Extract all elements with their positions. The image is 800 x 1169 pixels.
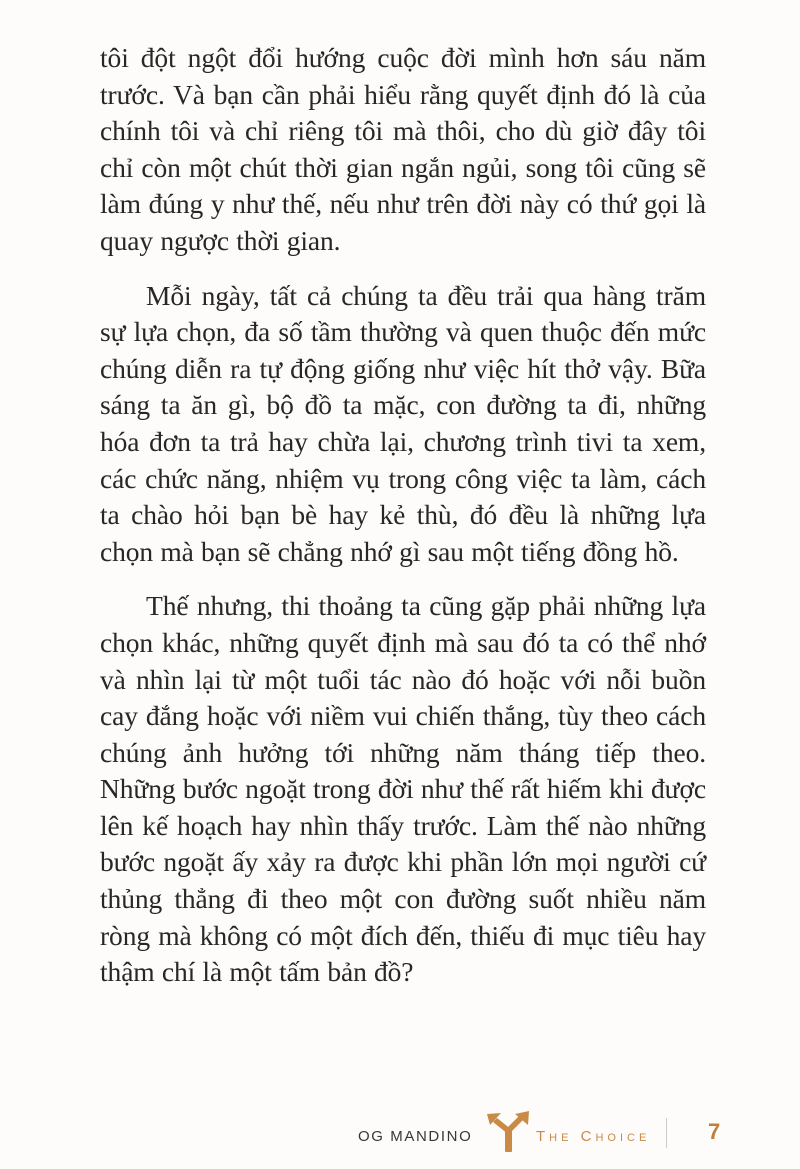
- forked-arrow-icon: [485, 1110, 531, 1152]
- page-footer: [0, 1108, 800, 1158]
- paragraph-2: Mỗi ngày, tất cả chúng ta đều trải qua hàng trăm sự lựa chọn, đa số tầm thường và quen thuộc đến mức chúng diễn ra tự động giống như việc hít thở vậy. Bữa sáng ta ăn gì, bộ đồ ta mặc, con đường ta đi, những hóa đơn ta trả hay chừa lại, chương trình tivi ta xem, các chức năng, nhiệm vụ trong công việc ta làm, cách ta chào hỏi bạn bè hay kẻ thù, đó đều là những lựa chọn mà bạn sẽ chẳng nhớ gì sau một tiếng đồng hồ.: [100, 279, 706, 567]
- footer-divider: [666, 1118, 667, 1148]
- footer-book-title: The Choice: [536, 1128, 651, 1145]
- page-number: 7: [708, 1119, 721, 1144]
- page-body: [100, 40, 706, 1009]
- paragraph-3: Thế nhưng, thi thoảng ta cũng gặp phải những lựa chọn khác, những quyết định mà sau đó ta có thể nhớ và nhìn lại từ một tuổi tác nào đó hoặc với nỗi buồn cay đắng hoặc với niềm vui chiến thắng, tùy theo cách chúng ảnh hưởng tới những năm tháng tiếp theo. Những bước ngoặt trong đời như thế rất hiếm khi được lên kế hoạch hay nhìn thấy trước. Làm thế nào những bước ngoặt ấy xảy ra được khi phần lớn mọi người cứ thủng thẳng đi theo một con đường suốt nhiều năm ròng mà không có một đích đến, thiếu đi mục tiêu hay thậm chí là một tấm bản đồ?: [100, 590, 706, 988]
- paragraph-1: tôi đột ngột đổi hướng cuộc đời mình hơn sáu năm trước. Và bạn cần phải hiểu rằng quyết định đó là của chính tôi và chỉ riêng tôi mà thôi, cho dù giờ đây tôi chỉ còn một chút thời gian ngắn ngủi, song tôi cũng sẽ làm đúng y như thế, nếu như trên đời này có thứ gọi là quay ngược thời gian.: [100, 42, 706, 256]
- footer-author: OG MANDINO: [358, 1128, 473, 1145]
